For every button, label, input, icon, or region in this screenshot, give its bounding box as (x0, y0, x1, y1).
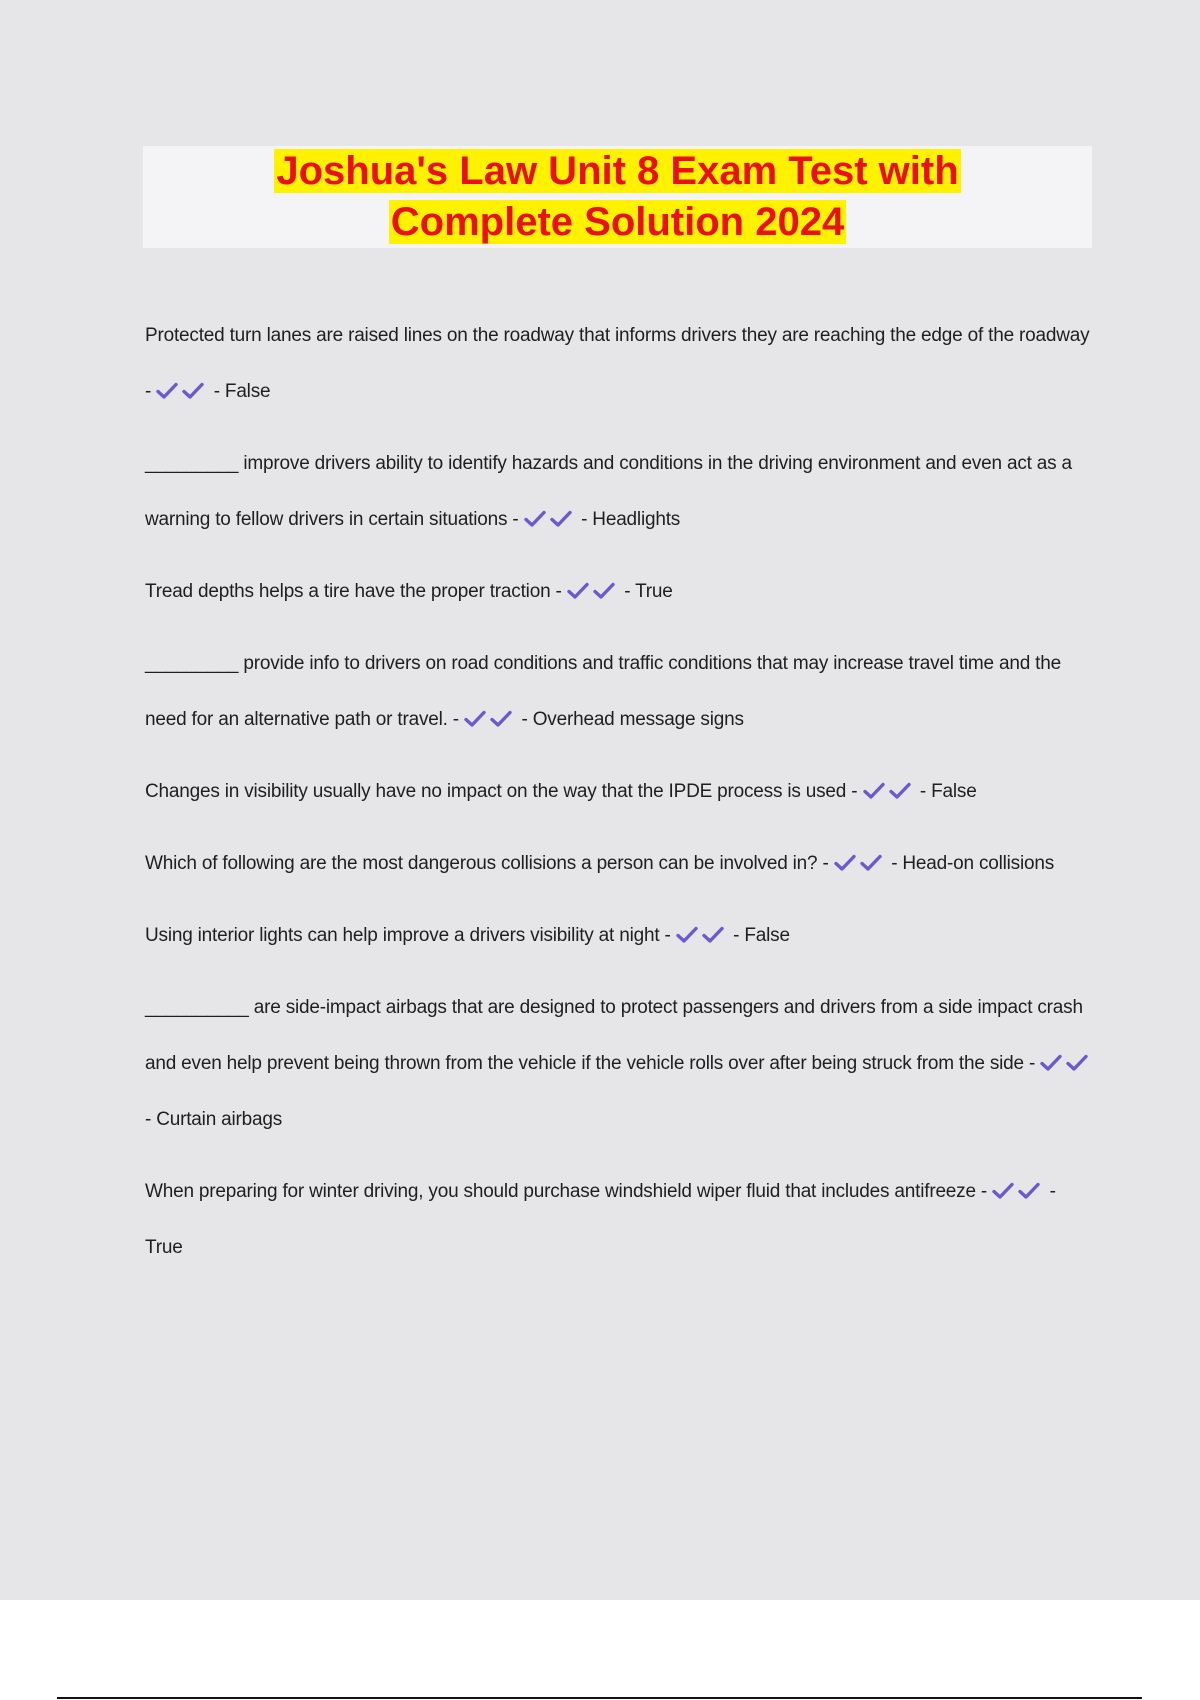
qa-list (145, 308, 1095, 1292)
check-icon (550, 510, 576, 528)
qa-item (145, 980, 1095, 1148)
check-icon (860, 854, 886, 872)
check-icon (156, 382, 182, 400)
check-icon (889, 782, 915, 800)
qa-item (145, 908, 1095, 964)
check-icon (1066, 1054, 1092, 1072)
check-icon (524, 510, 550, 528)
qa-question: Tread depths helps a tire have the proper traction - (145, 581, 562, 602)
qa-answer: - Curtain airbags (145, 1109, 283, 1130)
title-line-1 (143, 146, 1092, 197)
qa-answer: - False (919, 781, 977, 802)
check-icon (863, 782, 889, 800)
qa-answer: - False (733, 925, 790, 946)
check-icon (702, 926, 728, 944)
qa-item (145, 764, 1095, 820)
check-icon (464, 710, 490, 728)
qa-answer: - True (624, 581, 673, 602)
qa-question: _________ improve drivers ability to identify hazards and conditions in the driving environment and even act as a warning to fellow drivers in certain situations - (145, 453, 1072, 530)
qa-question: Using interior lights can help improve a drivers visibility at night - (145, 925, 671, 946)
title-box (143, 146, 1092, 248)
qa-question: Changes in visibility usually have no impact on the way that the IPDE process is used - (145, 781, 858, 802)
qa-item (145, 564, 1095, 620)
check-icon (1040, 1054, 1066, 1072)
page-title: Joshua's Law Unit 8 Exam Test with (276, 149, 959, 193)
check-icon (490, 710, 516, 728)
qa-question: Protected turn lanes are raised lines on the roadway that informs drivers they are reaching the edge of the roadway - (145, 325, 1090, 402)
qa-item (145, 308, 1095, 420)
qa-item (145, 836, 1095, 892)
page-subtitle: Complete Solution 2024 (390, 200, 845, 244)
qa-answer: - False (213, 381, 271, 402)
check-icon (992, 1182, 1018, 1200)
check-icon (1018, 1182, 1044, 1200)
qa-item (145, 436, 1095, 548)
footer-rule (57, 1697, 1142, 1699)
qa-answer: - Head-on collisions (891, 853, 1055, 874)
qa-item (145, 636, 1095, 748)
qa-answer: - True (145, 1181, 1056, 1258)
qa-question: __________ are side-impact airbags that are designed to protect passengers and drivers from a side impact crash and even help prevent being thrown from the vehicle if the vehicle rolls over after being struck from the side - (145, 997, 1083, 1074)
check-icon (676, 926, 702, 944)
check-icon (593, 582, 619, 600)
qa-question: When preparing for winter driving, you should purchase windshield wiper fluid that includes antifreeze - (145, 1181, 988, 1202)
title-line-2 (143, 197, 1092, 248)
qa-question: Which of following are the most dangerous collisions a person can be involved in? - (145, 853, 829, 874)
qa-item (145, 1164, 1095, 1276)
check-icon (182, 382, 208, 400)
qa-answer: - Overhead message signs (521, 709, 744, 730)
qa-answer: - Headlights (581, 509, 681, 530)
qa-question: _________ provide info to drivers on road conditions and traffic conditions that may increase travel time and the need for an alternative path or travel. - (145, 653, 1061, 730)
check-icon (567, 582, 593, 600)
check-icon (834, 854, 860, 872)
